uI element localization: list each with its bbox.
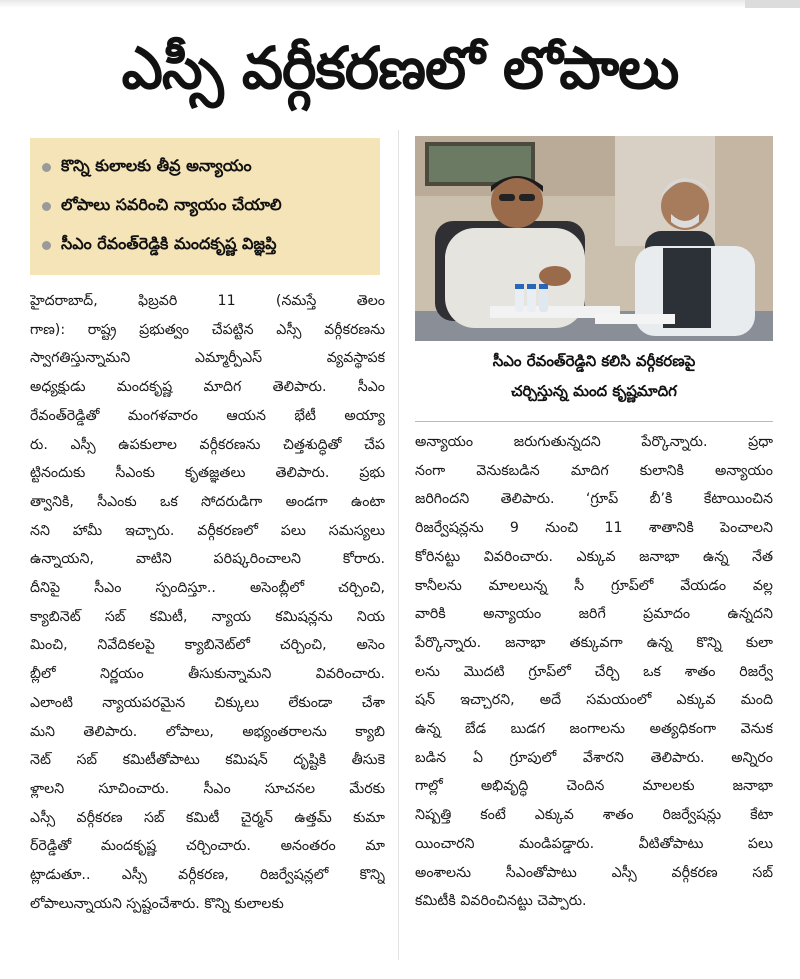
highlight-text: సీఎం రేవంత్‌రెడ్డికి మందకృష్ణ విజ్ఞప్తి bbox=[61, 234, 277, 253]
bullet-icon bbox=[42, 241, 51, 250]
highlight-item bbox=[42, 226, 368, 265]
article-line: లోపాలున్నాయని స్పష్టంచేశారు. కొన్ని కులాలకు bbox=[30, 895, 284, 912]
article-line: గాణ): రాష్ట్ర ప్రభుత్వం చేపట్టిన ఎస్సీ వర్గీకరణను bbox=[30, 321, 385, 338]
article-line: గాల్లో అభివృద్ధి చెందిన మాలలకు జనాభా bbox=[415, 778, 773, 795]
article-line: ఎలాంటి న్యాయపరమైన చిక్కులు లేకుండా చేశా bbox=[30, 694, 385, 711]
article-line: నెట్‌ సబ్‌ కమిటీతోపాటు కమిషన్‌ దృష్టికి తీసుకె bbox=[30, 752, 385, 769]
highlight-item bbox=[42, 148, 368, 187]
news-photo bbox=[415, 136, 773, 341]
article-line: స్వాగతిస్తున్నామని ఎమ్మార్పీఎస్‌ వ్యవస్థాపక bbox=[30, 350, 385, 367]
article-line: వారికి అన్యాయం జరిగే ప్రమాదం ఉన్నదని bbox=[415, 606, 773, 623]
article-line: కమిటీకి వివరించినట్టు చెప్పారు. bbox=[415, 893, 587, 910]
article-line: మని తెలిపారు. లోపాలు, అభ్యంతరాలను క్యాబి bbox=[30, 723, 385, 740]
article-line: నని హామీ ఇచ్చారు. వర్గీకరణలో పలు సమస్యలు bbox=[30, 522, 385, 539]
caption-line: సీఎం రేవంత్‌రెడ్డిని కలిసి వర్గీకరణపై bbox=[492, 352, 696, 370]
article-line: ఉన్న బేడ బుడగ జంగాలను అత్యధికంగా వెనుక bbox=[415, 721, 773, 738]
article-line: ఉన్నాయని, వాటిని పరిష్కరించాలని కోరారు. bbox=[30, 551, 385, 568]
column-divider bbox=[398, 130, 399, 960]
photo-caption bbox=[415, 346, 773, 416]
meeting-photo-illustration bbox=[415, 136, 773, 341]
article-line: పేర్కొన్నారు. జనాభా తక్కువగా ఉన్న కొన్ని కులా bbox=[415, 634, 773, 651]
article-line: ళ్లాలని సూచించారు. సీఎం సూచనల మేరకు bbox=[30, 780, 385, 797]
article-line: నంగా వెనుకబడిన మాదిగ కులానికి అన్యాయం bbox=[415, 462, 773, 479]
article-line: అన్యాయం జరుగుతున్నదని పేర్కొన్నారు. ప్రధా bbox=[415, 434, 773, 450]
caption-line: చర్చిస్తున్న మంద కృష్ణమాదిగ bbox=[511, 382, 677, 400]
highlight-item bbox=[42, 187, 368, 226]
article-line: రు. ఎస్సీ ఉపకులాల వర్గీకరణను చిత్తశుద్ధితో చేప bbox=[30, 436, 385, 453]
headline: ఎస్సీ వర్గీకరణలో లోపాలు bbox=[121, 34, 679, 102]
article-line: బ్లీలో నిర్ణయం తీసుకున్నామని వివరించారు. bbox=[30, 666, 385, 683]
article-line: ర్‌రెడ్డితో మందకృష్ణ చర్చించారు. అనంతరం మా bbox=[30, 838, 385, 855]
bullet-icon bbox=[42, 163, 51, 172]
article-line: క్యాబినెట్‌ సబ్‌ కమిటీ, న్యాయ కమిషన్లను నియ bbox=[30, 608, 385, 625]
article-line: హైదరాబాద్‌, ఫిబ్రవరి 11 (నమస్తే తెలం bbox=[30, 293, 385, 309]
article-line: అధ్యక్షుడు మందకృష్ణ మాదిగ తెలిపారు. సీఎం bbox=[30, 379, 385, 396]
caption-divider bbox=[415, 421, 773, 422]
article-line: దీనిపై సీఎం స్పందిస్తూ.. అసెంబ్లీలో చర్చించి, bbox=[30, 580, 385, 597]
article-right-column bbox=[415, 428, 773, 916]
article-line: త్వానికి, సీఎంకు ఒక సోదరుడిగా అండగా ఉంటా bbox=[30, 493, 385, 510]
article-line: రేవంత్‌రెడ్డితో మంగళవారం ఆయన భేటీ అయ్యా bbox=[30, 407, 385, 424]
article-line: జరిగిందని తెలిపారు. ‘గ్రూప్‌ బీ’కి కేటాయించిన bbox=[415, 491, 773, 508]
article-line: నిష్పత్తి కంటే ఎక్కువ శాతం రిజర్వేషన్లు కేటా bbox=[415, 807, 773, 824]
article-line: కోరినట్టు వివరించారు. ఎక్కువ జనాభా ఉన్న నేత bbox=[415, 548, 773, 565]
article-line: షన్‌ ఇచ్చారని, అదే సమయంలో ఎక్కువ మంది bbox=[415, 692, 773, 709]
article-line: కానీలను మాలలున్న సీ గ్రూప్‌లో వేయడం వల్ల bbox=[415, 577, 773, 594]
highlight-text: లోపాలు సవరించి న్యాయం చేయాలి bbox=[61, 195, 282, 214]
article-line: ట్లాడుతూ.. ఎస్సీ వర్గీకరణ, రిజర్వేషన్లలో కొన్ని bbox=[30, 867, 385, 884]
top-border bbox=[0, 0, 800, 8]
article-line: మించి, నివేదికలపై క్యాబినెట్‌లో చర్చించి, అసెం bbox=[30, 637, 385, 654]
highlights-box bbox=[30, 138, 380, 275]
article-line: ట్టినందుకు సీఎంకు కృతజ్ఞతలు తెలిపారు. ప్రభు bbox=[30, 465, 385, 482]
article-line: లను మొదటి గ్రూప్‌లో చేర్చి ఒక శాతం రిజర్వే bbox=[415, 663, 773, 680]
bullet-icon bbox=[42, 202, 51, 211]
article-line: అంశాలను సీఎంతోపాటు ఎస్సీ వర్గీకరణ సబ్‌ bbox=[415, 864, 773, 881]
article-line: యించారని మండిపడ్డారు. వీటితోపాటు పలు bbox=[415, 835, 773, 852]
highlight-text: కొన్ని కులాలకు తీవ్ర అన్యాయం bbox=[61, 156, 252, 175]
article-line: రిజర్వేషన్లను 9 నుంచి 11 శాతానికి పెంచాలని bbox=[415, 520, 773, 537]
article-line: బడిన ఏ గ్రూపులో వేశారని తెలిపారు. అన్నిరం bbox=[415, 749, 773, 766]
article-line: ఎస్సీ వర్గీకరణ సబ్‌ కమిటీ చైర్మన్‌ ఉత్తమ్‌ కుమా bbox=[30, 809, 385, 826]
article-left-column bbox=[30, 287, 385, 918]
